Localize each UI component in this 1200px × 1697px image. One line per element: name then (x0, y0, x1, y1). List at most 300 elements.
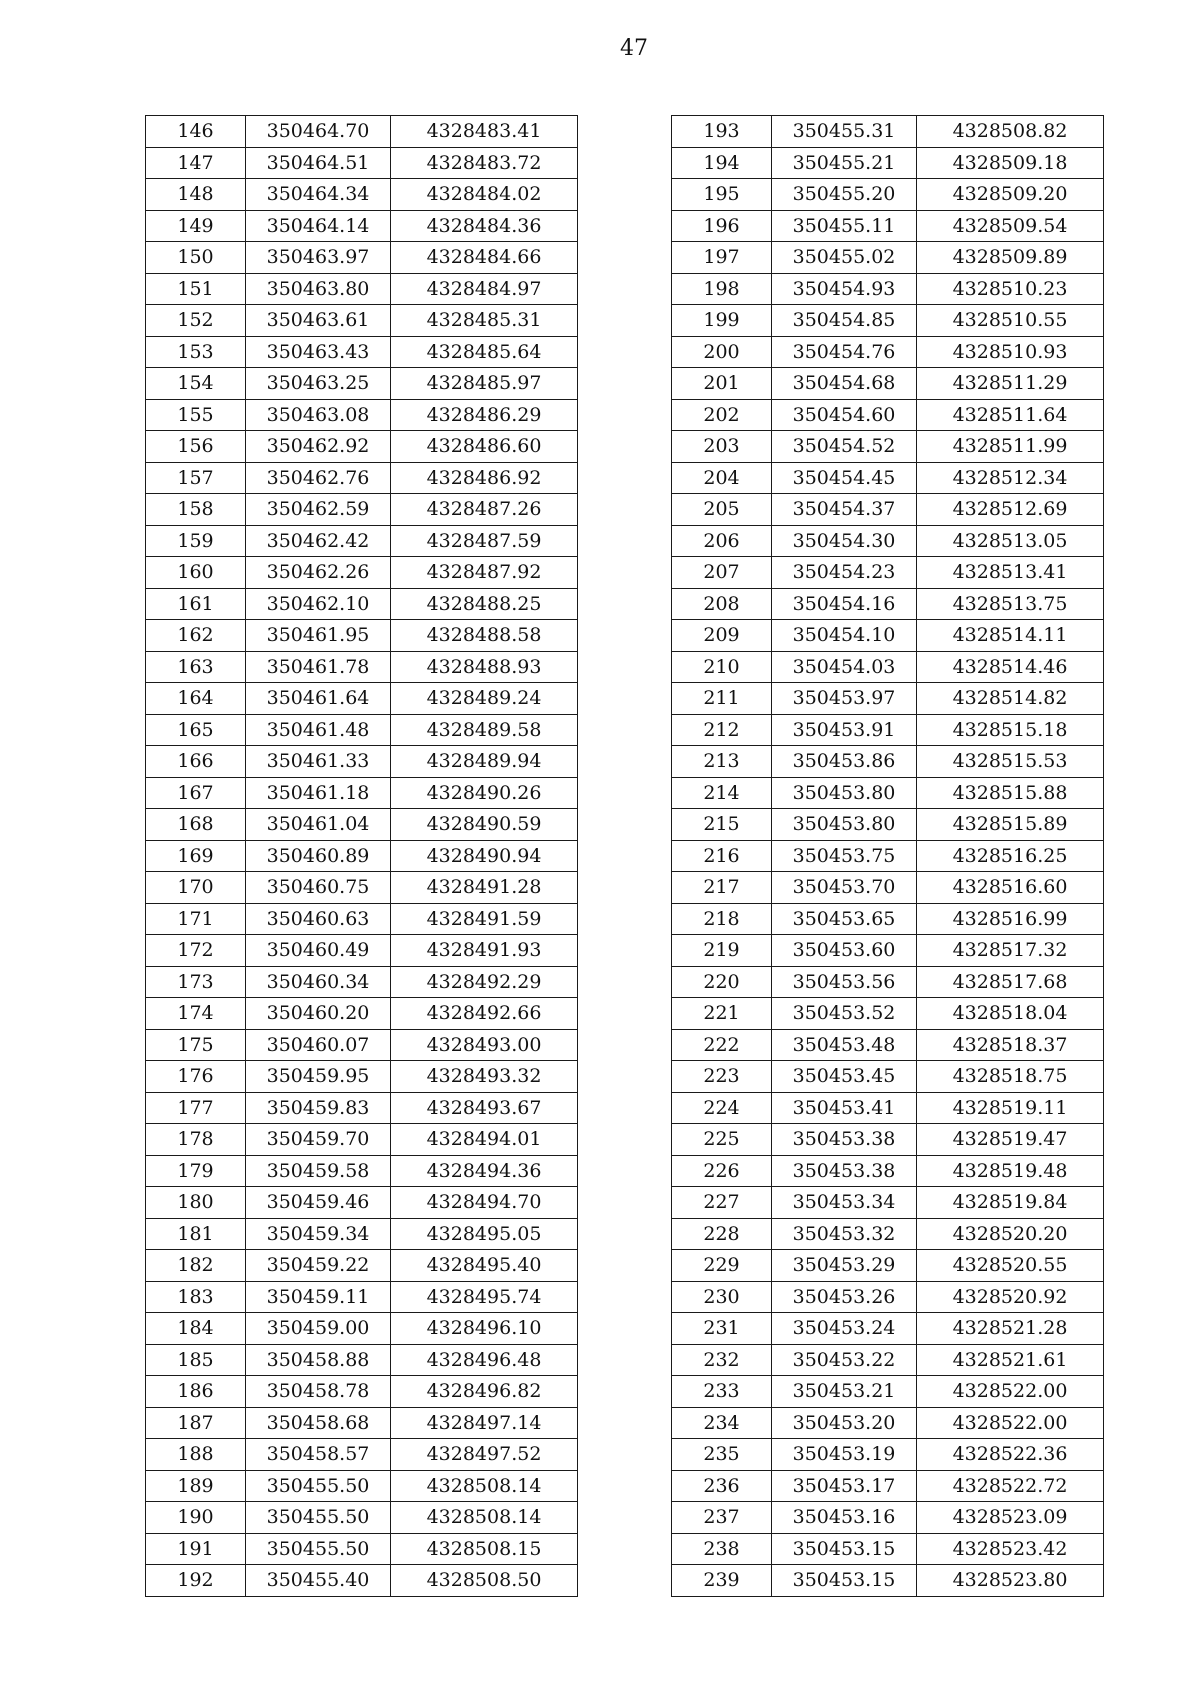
x-coordinate-cell: 350453.15 (772, 1565, 917, 1597)
point-number-cell: 230 (672, 1281, 772, 1313)
y-coordinate-cell: 4328509.20 (917, 179, 1104, 211)
table-row (672, 840, 1104, 872)
table-row (146, 872, 578, 904)
x-coordinate-cell: 350454.68 (772, 368, 917, 400)
x-coordinate-cell: 350453.38 (772, 1155, 917, 1187)
point-number-cell: 232 (672, 1344, 772, 1376)
y-coordinate-cell: 4328493.00 (391, 1029, 578, 1061)
point-number-cell: 212 (672, 714, 772, 746)
y-coordinate-cell: 4328492.66 (391, 998, 578, 1030)
x-coordinate-cell: 350455.50 (246, 1470, 391, 1502)
x-coordinate-cell: 350461.64 (246, 683, 391, 715)
point-number-cell: 198 (672, 273, 772, 305)
y-coordinate-cell: 4328521.61 (917, 1344, 1104, 1376)
point-number-cell: 166 (146, 746, 246, 778)
y-coordinate-cell: 4328487.92 (391, 557, 578, 589)
table-row (672, 1155, 1104, 1187)
y-coordinate-cell: 4328497.52 (391, 1439, 578, 1471)
point-number-cell: 187 (146, 1407, 246, 1439)
table-row (672, 305, 1104, 337)
x-coordinate-cell: 350454.60 (772, 399, 917, 431)
table-row (146, 1124, 578, 1156)
y-coordinate-cell: 4328488.93 (391, 651, 578, 683)
table-row (672, 1061, 1104, 1093)
point-number-cell: 234 (672, 1407, 772, 1439)
table-row (672, 966, 1104, 998)
y-coordinate-cell: 4328519.84 (917, 1187, 1104, 1219)
y-coordinate-cell: 4328510.93 (917, 336, 1104, 368)
x-coordinate-cell: 350461.04 (246, 809, 391, 841)
point-number-cell: 211 (672, 683, 772, 715)
y-coordinate-cell: 4328519.47 (917, 1124, 1104, 1156)
x-coordinate-cell: 350454.30 (772, 525, 917, 557)
x-coordinate-cell: 350460.07 (246, 1029, 391, 1061)
table-row (146, 1376, 578, 1408)
x-coordinate-cell: 350453.21 (772, 1376, 917, 1408)
table-row (672, 588, 1104, 620)
x-coordinate-cell: 350453.60 (772, 935, 917, 967)
x-coordinate-cell: 350453.26 (772, 1281, 917, 1313)
x-coordinate-cell: 350455.50 (246, 1533, 391, 1565)
table-row (146, 840, 578, 872)
y-coordinate-cell: 4328494.01 (391, 1124, 578, 1156)
table-row (146, 714, 578, 746)
table-row (146, 1061, 578, 1093)
point-number-cell: 236 (672, 1470, 772, 1502)
table-row (146, 557, 578, 589)
table-row (146, 998, 578, 1030)
table-row (146, 1092, 578, 1124)
x-coordinate-cell: 350459.22 (246, 1250, 391, 1282)
point-number-cell: 192 (146, 1565, 246, 1597)
y-coordinate-cell: 4328490.26 (391, 777, 578, 809)
table-row (672, 399, 1104, 431)
y-coordinate-cell: 4328491.59 (391, 903, 578, 935)
y-coordinate-cell: 4328492.29 (391, 966, 578, 998)
point-number-cell: 233 (672, 1376, 772, 1408)
point-number-cell: 170 (146, 872, 246, 904)
x-coordinate-cell: 350459.00 (246, 1313, 391, 1345)
table-row (146, 1565, 578, 1597)
point-number-cell: 152 (146, 305, 246, 337)
x-coordinate-cell: 350458.68 (246, 1407, 391, 1439)
table-row (146, 273, 578, 305)
table-row (672, 368, 1104, 400)
x-coordinate-cell: 350460.49 (246, 935, 391, 967)
x-coordinate-cell: 350453.17 (772, 1470, 917, 1502)
table-row (672, 1313, 1104, 1345)
x-coordinate-cell: 350453.70 (772, 872, 917, 904)
point-number-cell: 225 (672, 1124, 772, 1156)
point-number-cell: 179 (146, 1155, 246, 1187)
x-coordinate-cell: 350453.16 (772, 1502, 917, 1534)
y-coordinate-cell: 4328508.15 (391, 1533, 578, 1565)
point-number-cell: 190 (146, 1502, 246, 1534)
point-number-cell: 161 (146, 588, 246, 620)
x-coordinate-cell: 350453.22 (772, 1344, 917, 1376)
x-coordinate-cell: 350454.37 (772, 494, 917, 526)
y-coordinate-cell: 4328509.54 (917, 210, 1104, 242)
x-coordinate-cell: 350460.89 (246, 840, 391, 872)
y-coordinate-cell: 4328488.58 (391, 620, 578, 652)
table-row (146, 179, 578, 211)
x-coordinate-cell: 350462.59 (246, 494, 391, 526)
x-coordinate-cell: 350458.57 (246, 1439, 391, 1471)
table-row (672, 1502, 1104, 1534)
x-coordinate-cell: 350461.78 (246, 651, 391, 683)
point-number-cell: 184 (146, 1313, 246, 1345)
table-row (146, 1187, 578, 1219)
y-coordinate-cell: 4328519.48 (917, 1155, 1104, 1187)
x-coordinate-cell: 350454.16 (772, 588, 917, 620)
x-coordinate-cell: 350454.23 (772, 557, 917, 589)
table-row (672, 998, 1104, 1030)
x-coordinate-cell: 350455.50 (246, 1502, 391, 1534)
x-coordinate-cell: 350454.52 (772, 431, 917, 463)
y-coordinate-cell: 4328509.18 (917, 147, 1104, 179)
table-row (672, 1281, 1104, 1313)
table-row (672, 903, 1104, 935)
point-number-cell: 176 (146, 1061, 246, 1093)
point-number-cell: 200 (672, 336, 772, 368)
table-row (146, 620, 578, 652)
point-number-cell: 231 (672, 1313, 772, 1345)
x-coordinate-cell: 350464.34 (246, 179, 391, 211)
x-coordinate-cell: 350453.38 (772, 1124, 917, 1156)
point-number-cell: 229 (672, 1250, 772, 1282)
point-number-cell: 238 (672, 1533, 772, 1565)
table-row (146, 1029, 578, 1061)
x-coordinate-cell: 350453.34 (772, 1187, 917, 1219)
y-coordinate-cell: 4328523.80 (917, 1565, 1104, 1597)
y-coordinate-cell: 4328516.99 (917, 903, 1104, 935)
x-coordinate-cell: 350460.34 (246, 966, 391, 998)
point-number-cell: 181 (146, 1218, 246, 1250)
table-row (146, 809, 578, 841)
point-number-cell: 172 (146, 935, 246, 967)
point-number-cell: 169 (146, 840, 246, 872)
y-coordinate-cell: 4328483.41 (391, 116, 578, 148)
y-coordinate-cell: 4328519.11 (917, 1092, 1104, 1124)
y-coordinate-cell: 4328488.25 (391, 588, 578, 620)
x-coordinate-cell: 350459.70 (246, 1124, 391, 1156)
y-coordinate-cell: 4328520.20 (917, 1218, 1104, 1250)
point-number-cell: 195 (672, 179, 772, 211)
point-number-cell: 177 (146, 1092, 246, 1124)
point-number-cell: 168 (146, 809, 246, 841)
point-number-cell: 216 (672, 840, 772, 872)
y-coordinate-cell: 4328484.66 (391, 242, 578, 274)
table-row (146, 1533, 578, 1565)
point-number-cell: 191 (146, 1533, 246, 1565)
x-coordinate-cell: 350453.41 (772, 1092, 917, 1124)
y-coordinate-cell: 4328511.29 (917, 368, 1104, 400)
y-coordinate-cell: 4328489.24 (391, 683, 578, 715)
x-coordinate-cell: 350453.29 (772, 1250, 917, 1282)
x-coordinate-cell: 350454.76 (772, 336, 917, 368)
y-coordinate-cell: 4328486.92 (391, 462, 578, 494)
x-coordinate-cell: 350461.95 (246, 620, 391, 652)
point-number-cell: 228 (672, 1218, 772, 1250)
y-coordinate-cell: 4328517.68 (917, 966, 1104, 998)
table-row (672, 494, 1104, 526)
x-coordinate-cell: 350455.31 (772, 116, 917, 148)
table-row (146, 525, 578, 557)
x-coordinate-cell: 350463.80 (246, 273, 391, 305)
table-row (672, 746, 1104, 778)
y-coordinate-cell: 4328485.64 (391, 336, 578, 368)
point-number-cell: 167 (146, 777, 246, 809)
point-number-cell: 221 (672, 998, 772, 1030)
table-row (146, 494, 578, 526)
table-row (672, 872, 1104, 904)
page-number: 47 (620, 36, 648, 61)
table-row (146, 368, 578, 400)
point-number-cell: 209 (672, 620, 772, 652)
y-coordinate-cell: 4328520.92 (917, 1281, 1104, 1313)
y-coordinate-cell: 4328495.74 (391, 1281, 578, 1313)
point-number-cell: 189 (146, 1470, 246, 1502)
point-number-cell: 150 (146, 242, 246, 274)
table-row (672, 147, 1104, 179)
y-coordinate-cell: 4328511.99 (917, 431, 1104, 463)
point-number-cell: 165 (146, 714, 246, 746)
x-coordinate-cell: 350461.18 (246, 777, 391, 809)
point-number-cell: 227 (672, 1187, 772, 1219)
y-coordinate-cell: 4328486.29 (391, 399, 578, 431)
y-coordinate-cell: 4328515.89 (917, 809, 1104, 841)
table-row (146, 242, 578, 274)
point-number-cell: 155 (146, 399, 246, 431)
point-number-cell: 146 (146, 116, 246, 148)
x-coordinate-cell: 350462.42 (246, 525, 391, 557)
table-row (672, 714, 1104, 746)
y-coordinate-cell: 4328518.37 (917, 1029, 1104, 1061)
x-coordinate-cell: 350458.88 (246, 1344, 391, 1376)
x-coordinate-cell: 350459.11 (246, 1281, 391, 1313)
table-row (672, 210, 1104, 242)
y-coordinate-cell: 4328521.28 (917, 1313, 1104, 1345)
point-number-cell: 213 (672, 746, 772, 778)
x-coordinate-cell: 350453.97 (772, 683, 917, 715)
table-row (146, 116, 578, 148)
point-number-cell: 207 (672, 557, 772, 589)
y-coordinate-cell: 4328483.72 (391, 147, 578, 179)
point-number-cell: 205 (672, 494, 772, 526)
y-coordinate-cell: 4328493.32 (391, 1061, 578, 1093)
x-coordinate-cell: 350462.10 (246, 588, 391, 620)
table-row (146, 966, 578, 998)
y-coordinate-cell: 4328484.97 (391, 273, 578, 305)
y-coordinate-cell: 4328522.00 (917, 1376, 1104, 1408)
y-coordinate-cell: 4328494.70 (391, 1187, 578, 1219)
table-row (672, 1218, 1104, 1250)
point-number-cell: 158 (146, 494, 246, 526)
x-coordinate-cell: 350455.21 (772, 147, 917, 179)
point-number-cell: 215 (672, 809, 772, 841)
y-coordinate-cell: 4328522.36 (917, 1439, 1104, 1471)
table-row (146, 210, 578, 242)
table-row (672, 1565, 1104, 1597)
y-coordinate-cell: 4328522.72 (917, 1470, 1104, 1502)
x-coordinate-cell: 350455.40 (246, 1565, 391, 1597)
table-row (672, 1470, 1104, 1502)
table-row (146, 1281, 578, 1313)
table-body (672, 116, 1104, 1597)
table-row (672, 1407, 1104, 1439)
point-number-cell: 153 (146, 336, 246, 368)
table-row (672, 431, 1104, 463)
table-row (672, 1376, 1104, 1408)
point-number-cell: 157 (146, 462, 246, 494)
y-coordinate-cell: 4328485.97 (391, 368, 578, 400)
y-coordinate-cell: 4328523.09 (917, 1502, 1104, 1534)
table-row (672, 1439, 1104, 1471)
point-number-cell: 194 (672, 147, 772, 179)
table-row (146, 399, 578, 431)
x-coordinate-cell: 350459.34 (246, 1218, 391, 1250)
y-coordinate-cell: 4328493.67 (391, 1092, 578, 1124)
point-number-cell: 204 (672, 462, 772, 494)
table-row (672, 935, 1104, 967)
table-row (146, 1502, 578, 1534)
x-coordinate-cell: 350453.32 (772, 1218, 917, 1250)
y-coordinate-cell: 4328508.14 (391, 1502, 578, 1534)
y-coordinate-cell: 4328496.48 (391, 1344, 578, 1376)
point-number-cell: 226 (672, 1155, 772, 1187)
x-coordinate-cell: 350454.45 (772, 462, 917, 494)
y-coordinate-cell: 4328510.23 (917, 273, 1104, 305)
x-coordinate-cell: 350453.19 (772, 1439, 917, 1471)
table-row (672, 1029, 1104, 1061)
x-coordinate-cell: 350460.75 (246, 872, 391, 904)
x-coordinate-cell: 350459.83 (246, 1092, 391, 1124)
y-coordinate-cell: 4328514.82 (917, 683, 1104, 715)
y-coordinate-cell: 4328489.58 (391, 714, 578, 746)
x-coordinate-cell: 350461.48 (246, 714, 391, 746)
point-number-cell: 217 (672, 872, 772, 904)
point-number-cell: 156 (146, 431, 246, 463)
table-row (672, 1250, 1104, 1282)
point-number-cell: 180 (146, 1187, 246, 1219)
x-coordinate-cell: 350454.93 (772, 273, 917, 305)
y-coordinate-cell: 4328490.59 (391, 809, 578, 841)
point-number-cell: 154 (146, 368, 246, 400)
y-coordinate-cell: 4328486.60 (391, 431, 578, 463)
point-number-cell: 199 (672, 305, 772, 337)
point-number-cell: 220 (672, 966, 772, 998)
table-row (672, 462, 1104, 494)
y-coordinate-cell: 4328512.69 (917, 494, 1104, 526)
x-coordinate-cell: 350463.43 (246, 336, 391, 368)
point-number-cell: 173 (146, 966, 246, 998)
y-coordinate-cell: 4328518.04 (917, 998, 1104, 1030)
x-coordinate-cell: 350455.20 (772, 179, 917, 211)
x-coordinate-cell: 350453.65 (772, 903, 917, 935)
table-row (672, 683, 1104, 715)
table-row (146, 1439, 578, 1471)
table-row (146, 683, 578, 715)
x-coordinate-cell: 350462.76 (246, 462, 391, 494)
y-coordinate-cell: 4328520.55 (917, 1250, 1104, 1282)
x-coordinate-cell: 350453.80 (772, 777, 917, 809)
point-number-cell: 218 (672, 903, 772, 935)
point-number-cell: 210 (672, 651, 772, 683)
point-number-cell: 174 (146, 998, 246, 1030)
x-coordinate-cell: 350462.92 (246, 431, 391, 463)
point-number-cell: 151 (146, 273, 246, 305)
x-coordinate-cell: 350454.10 (772, 620, 917, 652)
y-coordinate-cell: 4328494.36 (391, 1155, 578, 1187)
y-coordinate-cell: 4328485.31 (391, 305, 578, 337)
y-coordinate-cell: 4328491.93 (391, 935, 578, 967)
table-row (672, 1187, 1104, 1219)
x-coordinate-cell: 350453.24 (772, 1313, 917, 1345)
point-number-cell: 186 (146, 1376, 246, 1408)
table-row (672, 651, 1104, 683)
x-coordinate-cell: 350455.11 (772, 210, 917, 242)
y-coordinate-cell: 4328508.14 (391, 1470, 578, 1502)
point-number-cell: 159 (146, 525, 246, 557)
y-coordinate-cell: 4328497.14 (391, 1407, 578, 1439)
y-coordinate-cell: 4328512.34 (917, 462, 1104, 494)
x-coordinate-cell: 350453.45 (772, 1061, 917, 1093)
table-row (146, 462, 578, 494)
x-coordinate-cell: 350462.26 (246, 557, 391, 589)
point-number-cell: 193 (672, 116, 772, 148)
y-coordinate-cell: 4328508.50 (391, 1565, 578, 1597)
x-coordinate-cell: 350453.48 (772, 1029, 917, 1061)
y-coordinate-cell: 4328495.40 (391, 1250, 578, 1282)
point-number-cell: 162 (146, 620, 246, 652)
table-row (672, 1533, 1104, 1565)
x-coordinate-cell: 350458.78 (246, 1376, 391, 1408)
x-coordinate-cell: 350463.08 (246, 399, 391, 431)
x-coordinate-cell: 350454.03 (772, 651, 917, 683)
x-coordinate-cell: 350455.02 (772, 242, 917, 274)
point-number-cell: 219 (672, 935, 772, 967)
y-coordinate-cell: 4328514.11 (917, 620, 1104, 652)
y-coordinate-cell: 4328484.36 (391, 210, 578, 242)
y-coordinate-cell: 4328516.60 (917, 872, 1104, 904)
table-row (146, 651, 578, 683)
x-coordinate-cell: 350453.80 (772, 809, 917, 841)
table-row (146, 1344, 578, 1376)
x-coordinate-cell: 350463.97 (246, 242, 391, 274)
y-coordinate-cell: 4328513.05 (917, 525, 1104, 557)
y-coordinate-cell: 4328487.26 (391, 494, 578, 526)
table-row (672, 116, 1104, 148)
table-row (146, 1250, 578, 1282)
point-number-cell: 178 (146, 1124, 246, 1156)
x-coordinate-cell: 350464.14 (246, 210, 391, 242)
x-coordinate-cell: 350459.46 (246, 1187, 391, 1219)
point-number-cell: 163 (146, 651, 246, 683)
y-coordinate-cell: 4328514.46 (917, 651, 1104, 683)
point-number-cell: 214 (672, 777, 772, 809)
y-coordinate-cell: 4328489.94 (391, 746, 578, 778)
table-row (146, 935, 578, 967)
table-row (672, 336, 1104, 368)
y-coordinate-cell: 4328508.82 (917, 116, 1104, 148)
point-number-cell: 202 (672, 399, 772, 431)
point-number-cell: 164 (146, 683, 246, 715)
y-coordinate-cell: 4328515.18 (917, 714, 1104, 746)
table-row (672, 273, 1104, 305)
y-coordinate-cell: 4328523.42 (917, 1533, 1104, 1565)
x-coordinate-cell: 350453.86 (772, 746, 917, 778)
x-coordinate-cell: 350453.91 (772, 714, 917, 746)
